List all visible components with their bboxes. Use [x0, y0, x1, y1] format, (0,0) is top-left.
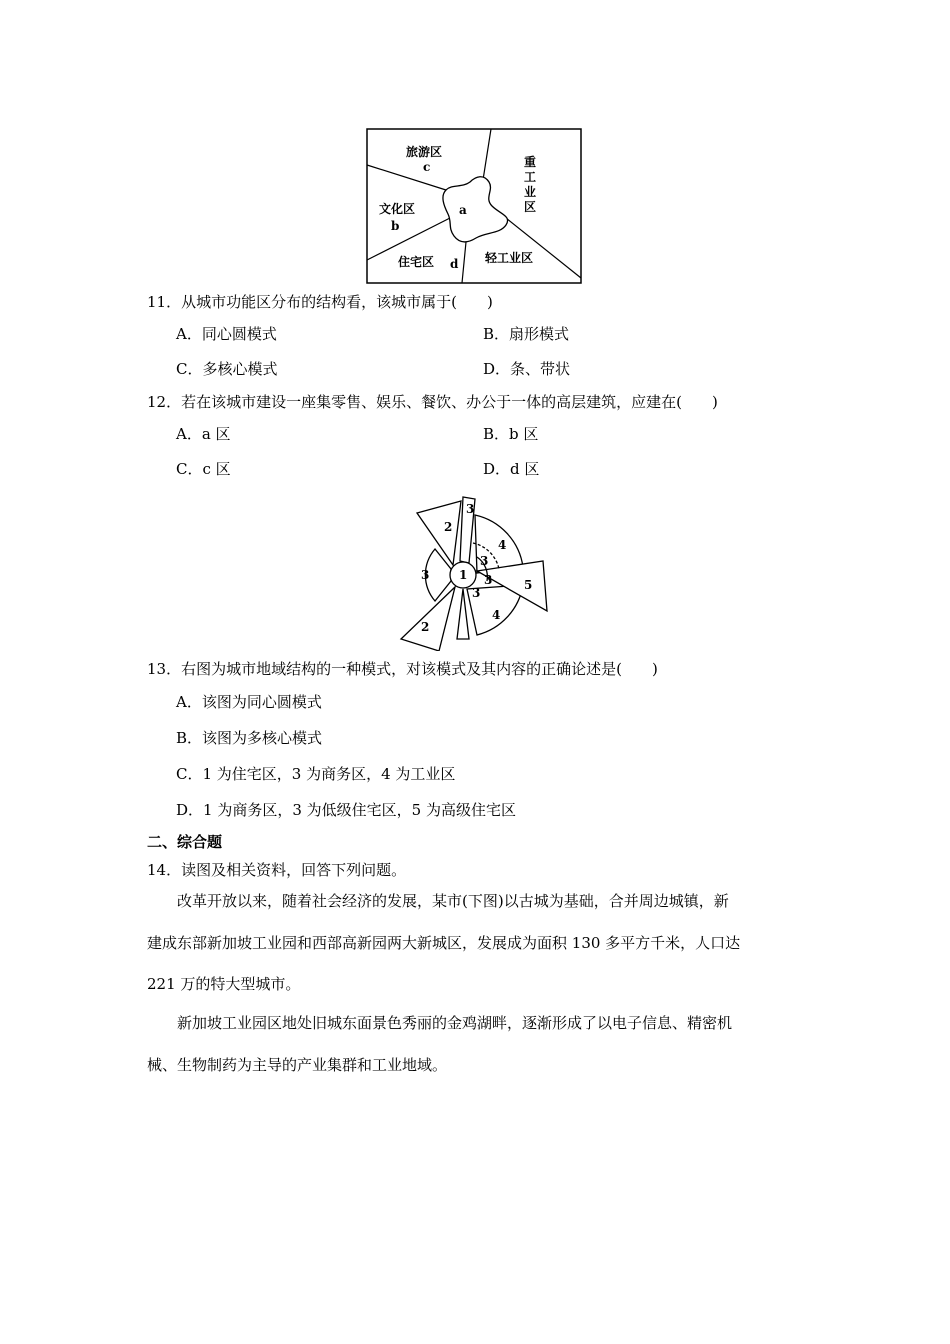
q13-option-d[interactable]: D．1 为商务区，3 为低级住宅区，5 为高级住宅区 [176, 801, 516, 819]
q11-option-d[interactable]: D．条、带状 [483, 360, 571, 378]
sector-3-lower [457, 589, 469, 639]
zone-label-heavy-industry: 重工业区 [524, 155, 537, 214]
section-title: 二、综合题 [147, 833, 223, 851]
label-3-inner-a: 3 [480, 554, 489, 568]
label-3-inner-c: 3 [472, 586, 481, 600]
q14-paragraph-1-line-1: 改革开放以来，随着社会经济的发展，某市(下图)以古城为基础，合并周边城镇，新 [177, 892, 729, 910]
zone-label: 住宅区 [398, 255, 435, 269]
q14-paragraph-2-line-2: 械、生物制药为主导的产业集群和工业地域。 [147, 1056, 448, 1074]
label-5: 5 [524, 578, 533, 592]
zone-label: 文化区 [379, 202, 416, 216]
city-zones-map [366, 128, 584, 286]
q12-option-d[interactable]: D．d 区 [483, 460, 540, 478]
q11-option-c[interactable]: C．多核心模式 [176, 360, 278, 378]
q13-option-c[interactable]: C．1 为住宅区，3 为商务区，4 为工业区 [176, 765, 456, 783]
sector-2-lower [401, 587, 455, 651]
q13-option-b[interactable]: B．该图为多核心模式 [176, 729, 323, 747]
label-3-left: 3 [421, 568, 430, 582]
q13-option-a[interactable]: A．该图为同心圆模式 [176, 693, 322, 711]
sector-model-diagram [396, 493, 554, 651]
zone-code: b [391, 219, 400, 233]
label-4-lower: 4 [492, 608, 501, 622]
label-3-inner-b: 3 [484, 573, 493, 587]
q13-stem: 13．右图为城市地域结构的一种模式，对该模式及其内容的正确论述是( ) [147, 660, 658, 678]
q12-option-a[interactable]: A．a 区 [176, 425, 231, 443]
label-3-top: 3 [466, 502, 475, 516]
center-label: a [459, 203, 467, 217]
label-1: 1 [459, 568, 468, 582]
zone-code: d [450, 257, 459, 271]
q12-stem: 12．若在该城市建设一座集零售、娱乐、餐饮、办公于一体的高层建筑，应建在( ) [147, 393, 718, 411]
q12-option-c[interactable]: C．c 区 [176, 460, 231, 478]
label-2-lower: 2 [421, 620, 430, 634]
q11-option-a[interactable]: A．同心圆模式 [176, 325, 277, 343]
q12-option-b[interactable]: B．b 区 [483, 425, 539, 443]
zone-code: c [423, 160, 431, 174]
zone-label: 旅游区 [406, 145, 443, 159]
q14-paragraph-2-line-1: 新加坡工业园区地处旧城东面景色秀丽的金鸡湖畔，逐渐形成了以电子信息、精密机 [177, 1014, 733, 1032]
label-2-upper: 2 [444, 520, 453, 534]
q14-stem: 14．读图及相关资料，回答下列问题。 [147, 861, 407, 879]
zone-label: 轻工业区 [485, 251, 534, 265]
q11-option-b[interactable]: B．扇形模式 [483, 325, 570, 343]
q11-stem: 11．从城市功能区分布的结构看，该城市属于( ) [147, 293, 493, 311]
q14-paragraph-1-line-2: 建成东部新加坡工业园和西部高新园两大新城区，发展成为面积 130 多平方千米，人口达 [147, 934, 741, 952]
q14-paragraph-1-line-3: 221 万的特大型城市。 [147, 975, 301, 993]
label-4-upper: 4 [498, 538, 507, 552]
